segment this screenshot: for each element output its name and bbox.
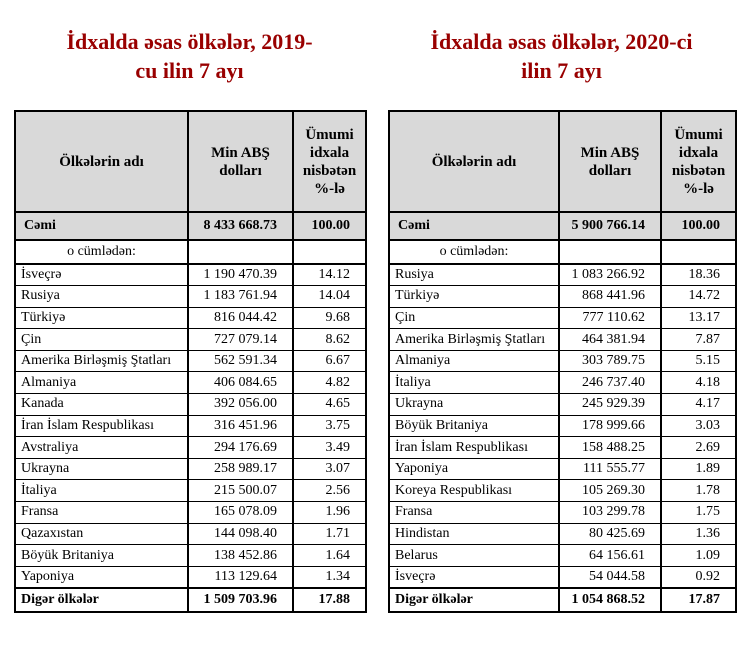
total-row [389,212,736,240]
value-cell: 1 190 470.39 [188,264,293,286]
table-row [389,502,736,524]
table-row [15,329,366,351]
pct-cell: 6.67 [293,350,366,372]
subheader-label: o cümlədən: [15,240,188,264]
value-cell: 1 083 266.92 [559,264,661,286]
country-cell: Yaponiya [15,566,188,588]
value-cell: 392 056.00 [188,394,293,416]
country-cell: Türkiyə [15,307,188,329]
country-cell: Fransa [15,502,188,524]
table-row [15,394,366,416]
pct-cell: 1.34 [293,566,366,588]
pct-cell: 1.09 [661,545,736,567]
table-row [389,372,736,394]
value-cell: 246 737.40 [559,372,661,394]
table-row [15,437,366,459]
table-row [389,329,736,351]
country-cell: İran İslam Respublikası [15,415,188,437]
value-cell: 294 176.69 [188,437,293,459]
table-row [15,502,366,524]
value-cell: 158 488.25 [559,437,661,459]
table-row [15,286,366,308]
value-cell: 103 299.78 [559,502,661,524]
pct-cell: 3.49 [293,437,366,459]
col-header-pct: Ümumi idxala nisbətən %-lə [661,111,736,212]
pct-cell: 3.03 [661,415,736,437]
value-cell: 105 269.30 [559,480,661,502]
header-row [389,111,736,212]
empty-cell [559,240,661,264]
empty-cell [293,240,366,264]
table-row [389,415,736,437]
pct-cell: 4.82 [293,372,366,394]
value-cell: 562 591.34 [188,350,293,372]
value-cell: 816 044.42 [188,307,293,329]
country-cell: Kanada [15,394,188,416]
col-header-country: Ölkələrin adı [389,111,559,212]
pct-cell: 1.89 [661,458,736,480]
col-header-country: Ölkələrin adı [15,111,188,212]
table-row [15,545,366,567]
table-row [389,566,736,588]
value-cell: 144 098.40 [188,523,293,545]
country-cell: İran İslam Respublikası [389,437,559,459]
country-cell: İsveçrə [389,566,559,588]
country-cell: Almaniya [15,372,188,394]
pct-cell: 4.18 [661,372,736,394]
table-title-2020 [388,27,735,85]
value-cell: 1 183 761.94 [188,286,293,308]
subheader-row [15,240,366,264]
footer-pct: 17.87 [661,588,736,612]
country-cell: İsveçrə [15,264,188,286]
total-row [15,212,366,240]
table-body-2020 [389,264,736,588]
value-cell: 54 044.58 [559,566,661,588]
pct-cell: 1.64 [293,545,366,567]
value-cell: 245 929.39 [559,394,661,416]
country-cell: Avstraliya [15,437,188,459]
pct-cell: 18.36 [661,264,736,286]
value-cell: 138 452.86 [188,545,293,567]
value-cell: 165 078.09 [188,502,293,524]
subheader-label: o cümlədən: [389,240,559,264]
pct-cell: 2.69 [661,437,736,459]
table-row [389,350,736,372]
pct-cell: 8.62 [293,329,366,351]
imports-2020-panel [388,0,735,658]
pct-cell: 13.17 [661,307,736,329]
country-cell: Ukrayna [15,458,188,480]
table-row [389,480,736,502]
imports-table-2020 [388,110,737,613]
footer-pct: 17.88 [293,588,366,612]
value-cell: 406 084.65 [188,372,293,394]
title-line-2: cu ilin 7 ayı [135,58,244,83]
table-row [15,566,366,588]
total-label: Cəmi [15,212,188,240]
country-cell: Yaponiya [389,458,559,480]
value-cell: 777 110.62 [559,307,661,329]
total-value: 8 433 668.73 [188,212,293,240]
empty-cell [661,240,736,264]
pct-cell: 1.75 [661,502,736,524]
pct-cell: 4.65 [293,394,366,416]
pct-cell: 14.12 [293,264,366,286]
country-cell: Çin [389,307,559,329]
country-cell: Böyük Britaniya [15,545,188,567]
table-row [389,545,736,567]
pct-cell: 1.78 [661,480,736,502]
title-line-2: ilin 7 ayı [521,58,602,83]
table-row [15,372,366,394]
table-row [389,523,736,545]
pct-cell: 14.04 [293,286,366,308]
table-row [15,307,366,329]
table-row [389,286,736,308]
table-row [389,437,736,459]
pct-cell: 2.56 [293,480,366,502]
table-row [15,264,366,286]
imports-table-2019 [14,110,367,613]
footer-label: Digər ölkələr [389,588,559,612]
footer-value: 1 509 703.96 [188,588,293,612]
footer-row [389,588,736,612]
country-cell: Türkiyə [389,286,559,308]
total-value: 5 900 766.14 [559,212,661,240]
footer-row [15,588,366,612]
value-cell: 868 441.96 [559,286,661,308]
country-cell: Rusiya [389,264,559,286]
country-cell: Rusiya [15,286,188,308]
country-cell: Böyük Britaniya [389,415,559,437]
table-row [15,350,366,372]
country-cell: Qazaxıstan [15,523,188,545]
table-row [15,458,366,480]
value-cell: 727 079.14 [188,329,293,351]
imports-2019-panel [14,0,365,658]
value-cell: 80 425.69 [559,523,661,545]
country-cell: Amerika Birləşmiş Ştatları [389,329,559,351]
table-body-2019 [15,264,366,588]
pct-cell: 9.68 [293,307,366,329]
table-row [15,480,366,502]
pct-cell: 5.15 [661,350,736,372]
table-row [389,307,736,329]
pct-cell: 1.71 [293,523,366,545]
value-cell: 316 451.96 [188,415,293,437]
total-pct: 100.00 [293,212,366,240]
value-cell: 464 381.94 [559,329,661,351]
col-header-value: Min ABŞ dolları [559,111,661,212]
empty-cell [188,240,293,264]
value-cell: 113 129.64 [188,566,293,588]
table-row [389,394,736,416]
col-header-pct: Ümumi idxala nisbətən %-lə [293,111,366,212]
pct-cell: 3.75 [293,415,366,437]
value-cell: 303 789.75 [559,350,661,372]
footer-value: 1 054 868.52 [559,588,661,612]
value-cell: 215 500.07 [188,480,293,502]
country-cell: Amerika Birləşmiş Ştatları [15,350,188,372]
pct-cell: 4.17 [661,394,736,416]
header-row [15,111,366,212]
title-line-1: İdxalda əsas ölkələr, 2019- [66,29,313,54]
country-cell: İtaliya [389,372,559,394]
pct-cell: 14.72 [661,286,736,308]
value-cell: 258 989.17 [188,458,293,480]
pct-cell: 1.36 [661,523,736,545]
country-cell: Ukrayna [389,394,559,416]
table-row [15,523,366,545]
title-line-1: İdxalda əsas ölkələr, 2020-ci [430,29,693,54]
footer-label: Digər ölkələr [15,588,188,612]
pct-cell: 0.92 [661,566,736,588]
table-row [389,264,736,286]
table-title-2019 [14,27,365,85]
col-header-value: Min ABŞ dolları [188,111,293,212]
country-cell: İtaliya [15,480,188,502]
country-cell: Hindistan [389,523,559,545]
total-label: Cəmi [389,212,559,240]
value-cell: 178 999.66 [559,415,661,437]
country-cell: Koreya Respublikası [389,480,559,502]
value-cell: 64 156.61 [559,545,661,567]
subheader-row [389,240,736,264]
pct-cell: 3.07 [293,458,366,480]
value-cell: 111 555.77 [559,458,661,480]
country-cell: Almaniya [389,350,559,372]
table-row [15,415,366,437]
country-cell: Belarus [389,545,559,567]
country-cell: Çin [15,329,188,351]
country-cell: Fransa [389,502,559,524]
table-row [389,458,736,480]
pct-cell: 7.87 [661,329,736,351]
pct-cell: 1.96 [293,502,366,524]
total-pct: 100.00 [661,212,736,240]
